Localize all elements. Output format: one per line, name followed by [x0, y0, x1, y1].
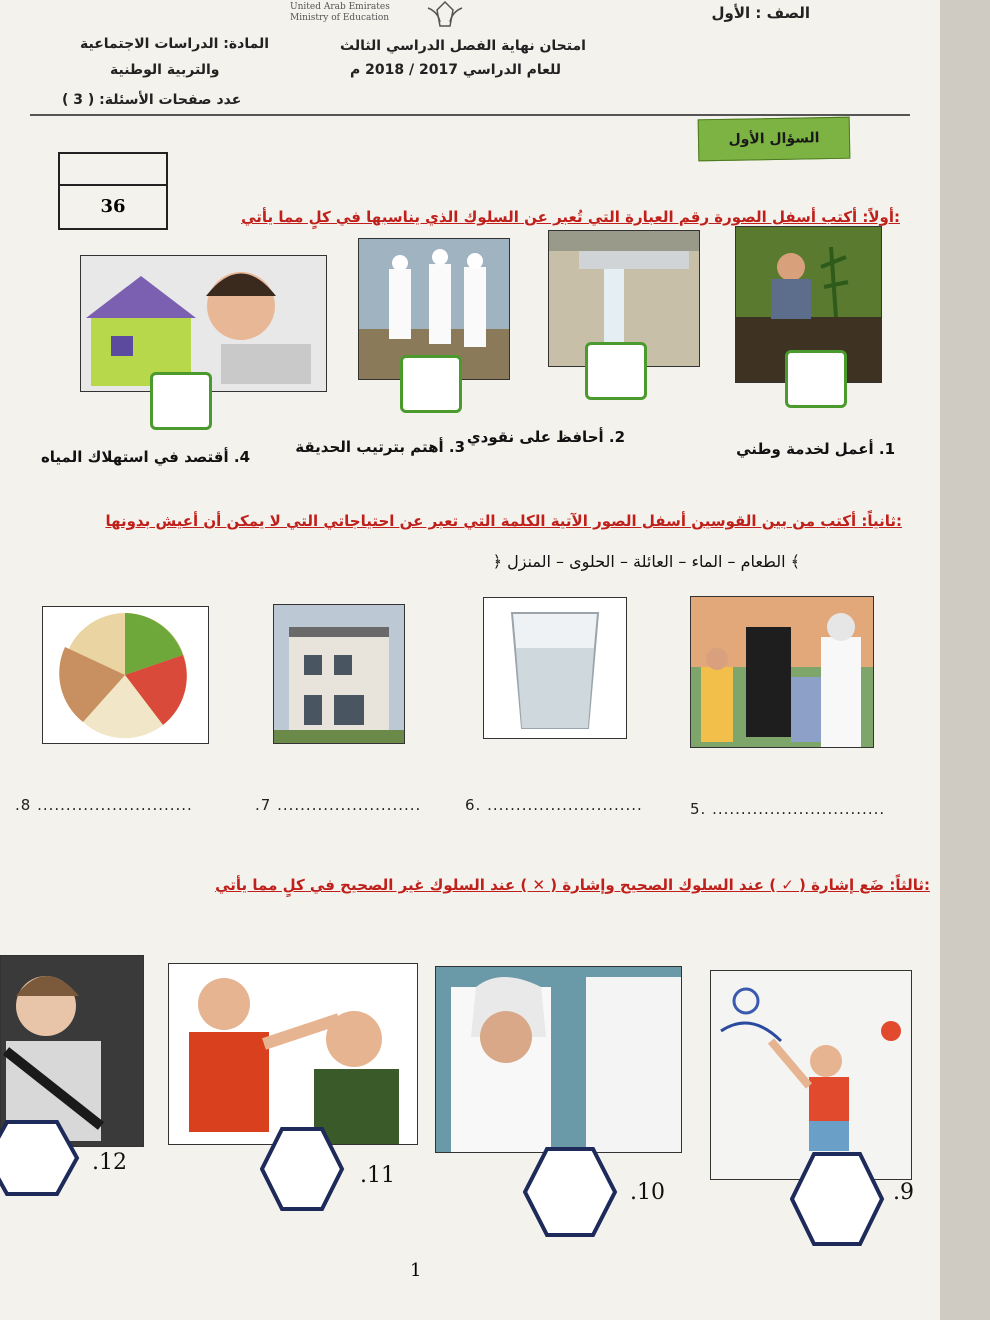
hex-answer-11[interactable]	[260, 1125, 345, 1213]
item-number-11: .11	[360, 1163, 395, 1188]
photo-house	[273, 604, 405, 744]
ministry-en-2: Ministry of Education	[290, 13, 390, 23]
photo-water-glass	[483, 597, 627, 739]
item-number-9: .9	[893, 1180, 914, 1205]
answer-line-5[interactable]: 5. ..............................	[690, 800, 886, 818]
statement-4: 4. أقتصد في استهلاك المياه	[40, 448, 250, 466]
section3-instruction: ثالثاً: ضَع إشارة ( ✓ ) عند السلوك الصحيح وإشارة ( ✕ ) عند السلوك غير الصحيح في كلٍ مما يأتي:	[215, 876, 930, 894]
grade-label: الصف : الأول	[711, 4, 810, 22]
hex-answer-9[interactable]	[790, 1150, 885, 1248]
ministry-en-1: United Arab Emirates	[290, 2, 390, 12]
statement-2: 2. أحافظ على نقودي	[466, 428, 625, 446]
section2-instruction: ثانياً: أكتب من بين القوسين أسفل الصور الآتية الكلمة التي تعبر عن احتياجاتي التي لا يمكن أن أعيش بدونها:	[105, 512, 902, 530]
photo-family	[690, 596, 874, 748]
hex-answer-10[interactable]	[523, 1145, 618, 1240]
answer-box-team[interactable]	[400, 355, 462, 413]
section1-instruction: أولاً: أكتب أسفل الصورة رقم العبارة التي تُعبر عن السلوك الذي يناسبها في كلٍ مما يأتي:	[241, 208, 900, 226]
item-number-10: .10	[630, 1180, 665, 1205]
answer-box-tap[interactable]	[585, 342, 647, 400]
statement-1: 1. أعمل لخدمة وطني	[736, 440, 895, 458]
hex-answer-12[interactable]	[0, 1118, 80, 1198]
photo-sneezing-man	[435, 966, 682, 1153]
item-number-12: .12	[92, 1150, 127, 1175]
subject-line-2: والتربية الوطنية	[110, 62, 220, 78]
answer-line-7[interactable]: .7 .........................	[255, 796, 422, 814]
exam-title: امتحان نهاية الفصل الدراسي الثالث	[340, 38, 586, 54]
answer-line-6[interactable]: 6. ...........................	[465, 796, 643, 814]
answer-box-piggy[interactable]	[150, 372, 212, 430]
pages-count: عدد صفحات الأسئلة: ( 3 )	[62, 92, 242, 108]
page-number: 1	[410, 1260, 422, 1281]
question-banner: السؤال الأول	[698, 117, 851, 162]
score-value: 36	[100, 196, 126, 217]
next-page-edge	[940, 0, 990, 1320]
year-line: للعام الدراسي 2017 / 2018 م	[350, 62, 562, 78]
photo-food	[42, 606, 209, 744]
word-bank: ﴾ الطعام – الماء – العائلة – الحلوى – المنزل ﴿	[492, 552, 800, 571]
answer-box-tree[interactable]	[785, 350, 847, 408]
score-box	[58, 152, 168, 230]
header-divider	[30, 114, 910, 116]
answer-line-8[interactable]: .8 ...........................	[15, 796, 193, 814]
subject-line-1: المادة: الدراسات الاجتماعية	[80, 36, 270, 52]
statement-3: 3. أهتم بترتيب الحديقة	[295, 438, 465, 456]
photo-fighting-boys	[168, 963, 418, 1145]
emblem-icon	[420, 0, 470, 30]
photo-wall-drawing	[710, 970, 912, 1180]
